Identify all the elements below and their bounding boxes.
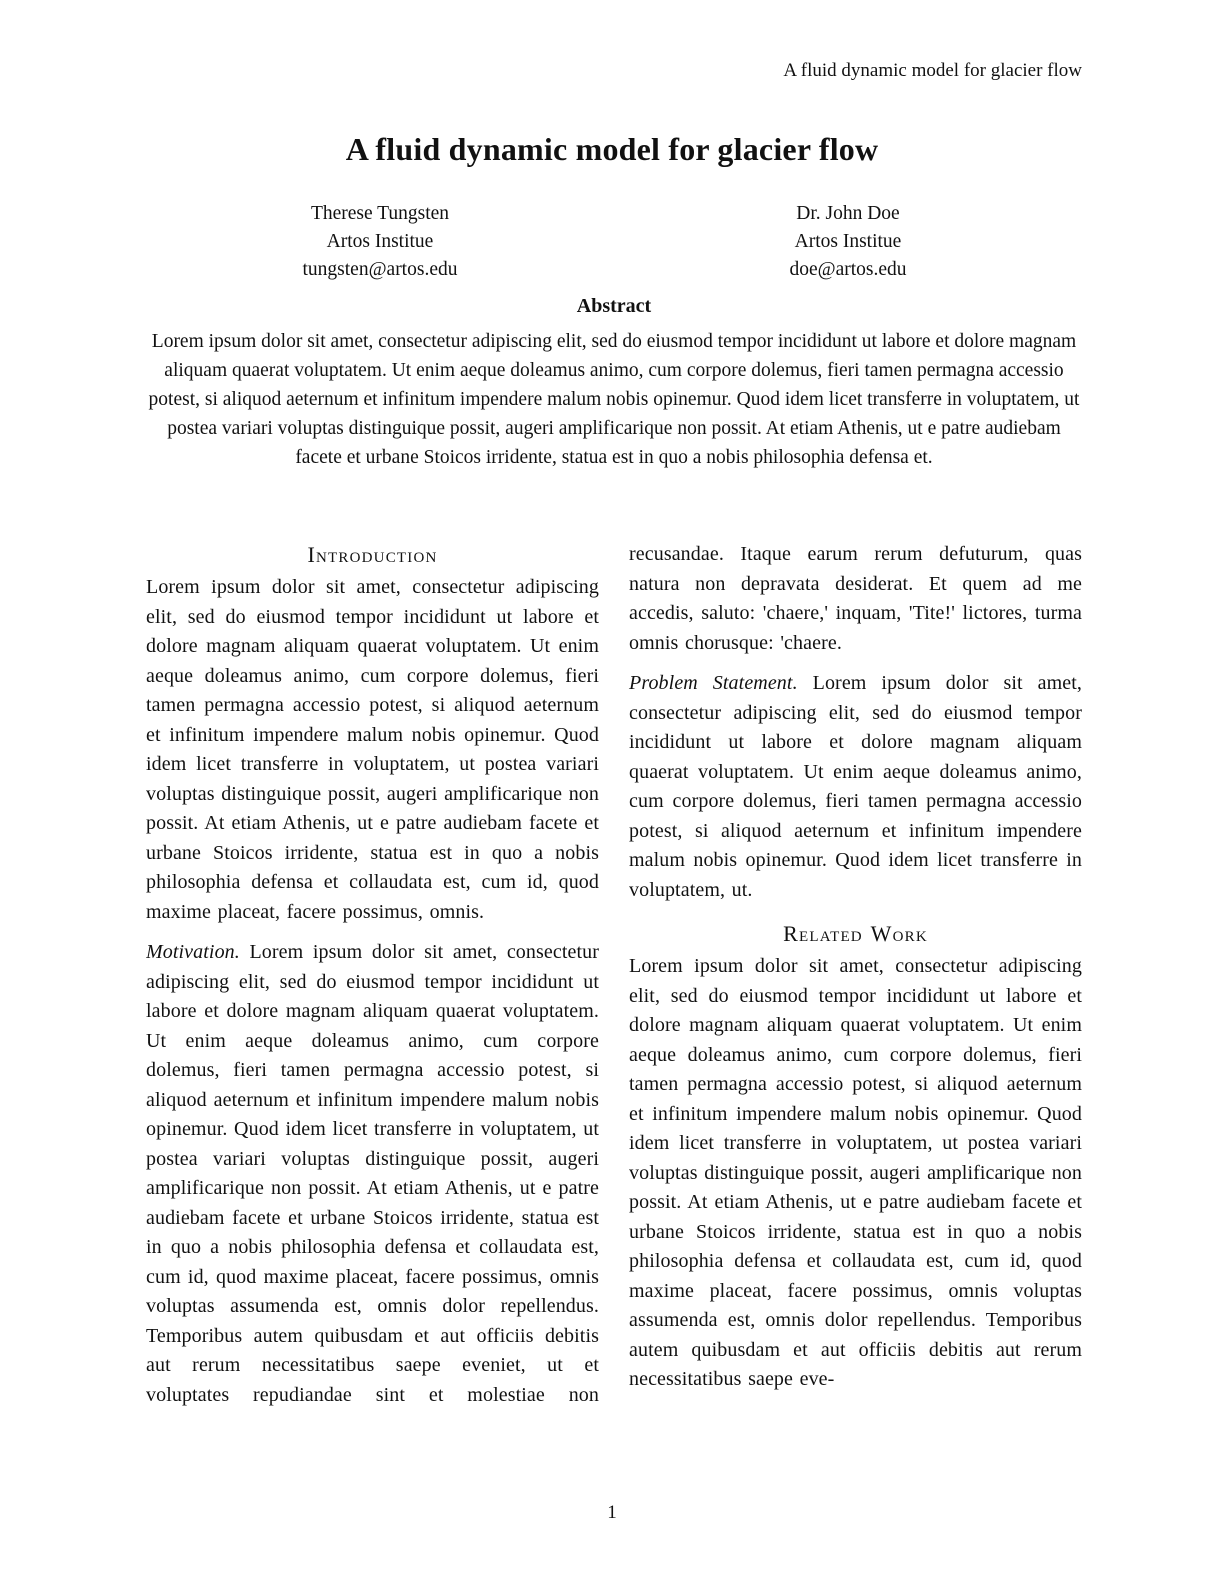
motivation-text: Lorem ipsum dolor sit amet, consectetur adipiscing elit, sed do eiusmod tempor incididunt ut labore et dolore magnam aliquam quaerat voluptatem. Ut enim aeque doleamus animo, cum corpore dolemus, fieri tamen permagna accessio potest, si aliquod aeternum et infinitum impendere malum nobis opinemur. Quod idem licet transferre in voluptatem, ut postea variari voluptas distinguique possit, augeri amplificarique non possit. At etiam Athenis, ut e patre audiebam facete et urbane Stoicos irridente, statua est in quo a nobis philosophia defensa et collaudata est, cum id, quod maxime placeat, facere possimus, omnis voluptas assumenda est, omnis dolor repellendus. Temporibus autem quibusdam et aut officiis debitis aut rerum necessitatibus saepe eveniet, ut et voluptates repudiandae sint et molestiae non recusandae. Itaque earum rerum defuturum, quas natura non depravata desiderat. Et quem ad me accedis, saluto: 'chaere,' inquam, 'Tite!' lictores, turma omnis chorusque: 'chaere. (146, 543, 1082, 1406)
running-header-title: A fluid dynamic model for glacier flow (783, 60, 1082, 81)
abstract-text: Lorem ipsum dolor sit amet, consectetur adipiscing elit, sed do eiusmod tempor incididunt ut labore et dolore magnam aliquam quaerat voluptatem. Ut enim aeque doleamus animo, cum corpore dolemus, fieri tamen permagna accessio potest, si aliquod aeternum et infinitum impendere malum nobis opinemur. Quod idem licet transferre in voluptatem, ut postea variari voluptas distinguique possit, augeri amplificarique non possit. At etiam Athenis, ut e patre audiebam facete et urbane Stoicos irridente, statua est in quo a nobis philosophia defensa et. (148, 331, 1080, 468)
page-number: 1 (607, 1502, 617, 1523)
running-header (146, 58, 1082, 84)
author-name: Therese Tungsten (310, 203, 450, 224)
abstract-heading: Abstract (576, 295, 652, 317)
author-affiliation: Artos Institue (326, 231, 434, 252)
section-heading-introduction: Introduction (307, 542, 438, 567)
introduction-paragraph: Lorem ipsum dolor sit amet, consectetur adipiscing elit, sed do eiusmod tempor incididunt ut labore et dolore magnam aliquam quaerat voluptatem. Ut enim aeque doleamus animo, cum corpore dolemus, fieri tamen permagna accessio potest, si aliquod aeternum et infinitum impendere malum nobis opinemur. Quod idem licet transferre in voluptatem, ut postea variari voluptas distinguique possit, augeri amplificarique non possit. At etiam Athenis, ut e patre audiebam facete et urbane Stoicos irridente, statua est in quo a nobis philosophia defensa et collaudata est, cum id, quod maxime placeat, facere possimus, omnis. (146, 576, 599, 923)
author-block-1 (146, 200, 614, 284)
problem-statement-paragraph (629, 669, 1082, 905)
author-row (146, 200, 1082, 284)
motivation-runin-heading: Motivation. (146, 941, 240, 963)
related-work-paragraph: Lorem ipsum dolor sit amet, consectetur adipiscing elit, sed do eiusmod tempor incididunt ut labore et dolore magnam aliquam quaerat voluptatem. Ut enim aeque doleamus animo, cum corpore dolemus, fieri tamen permagna accessio potest, si aliquod aeternum et infinitum impendere malum nobis opinemur. Quod idem licet transferre in voluptatem, ut postea variari voluptas distinguique possit, augeri amplificarique non possit. At etiam Athenis, ut e patre audiebam facete et urbane Stoicos irridente, statua est in quo a nobis philosophia defensa et collaudata est, cum id, quod maxime placeat, facere possimus, omnis voluptas assumenda est, omnis dolor repellendus. Temporibus autem quibusdam et aut officiis debitis aut rerum necessitatibus saepe eve- (629, 955, 1082, 1390)
author-email: doe@artos.edu (789, 259, 907, 280)
author-affiliation: Artos Institue (794, 231, 902, 252)
problem-statement-runin-heading: Problem Statement. (629, 672, 798, 694)
abstract-section (146, 292, 1082, 472)
problem-statement-text: Lorem ipsum dolor sit amet, consectetur adipiscing elit, sed do eiusmod tempor incididunt ut labore et dolore magnam aliquam quaerat voluptatem. Ut enim aeque doleamus animo, cum corpore dolemus, fieri tamen permagna accessio potest, si aliquod aeternum et infinitum impendere malum nobis opinemur. Quod idem licet transferre in voluptatem, ut. (629, 672, 1082, 901)
author-email: tungsten@artos.edu (302, 259, 458, 280)
author-block-2 (614, 200, 1082, 284)
paper-title: A fluid dynamic model for glacier flow (345, 131, 879, 167)
author-name: Dr. John Doe (796, 203, 900, 224)
page-footer (0, 1500, 1224, 1526)
section-heading-related-work: Related Work (783, 921, 928, 946)
body-columns (146, 540, 1082, 1424)
